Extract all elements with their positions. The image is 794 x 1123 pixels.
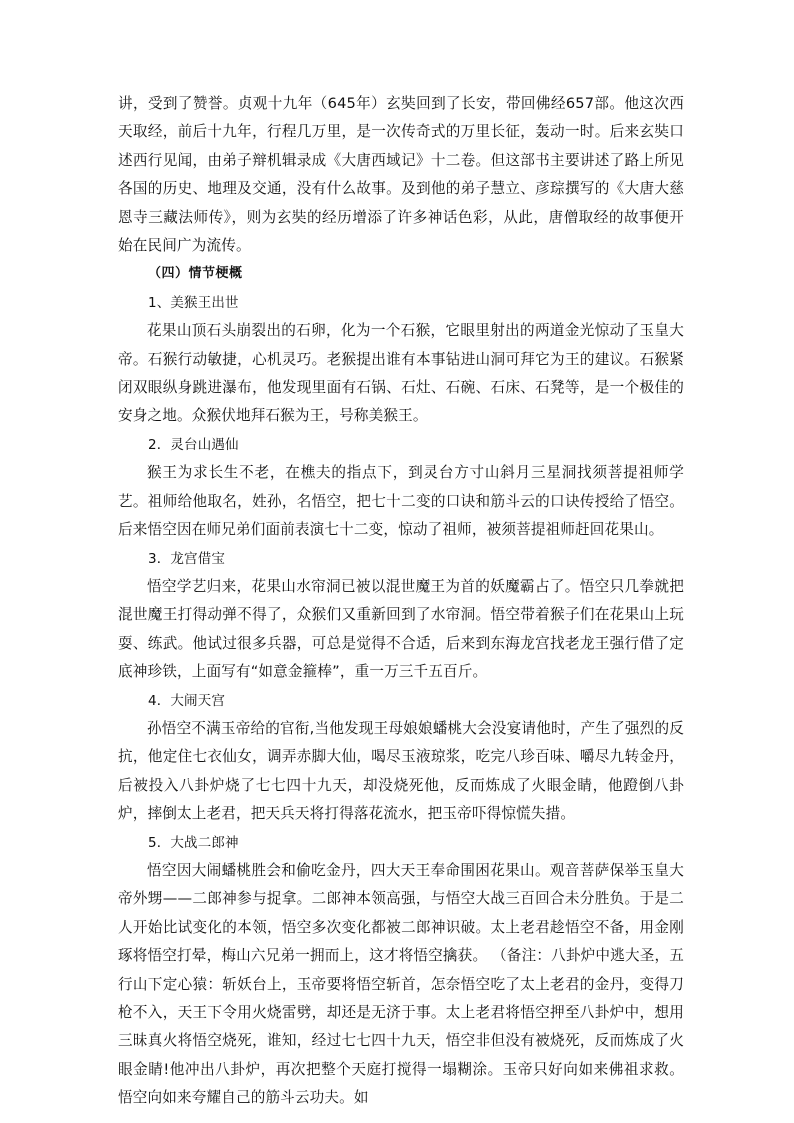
episode-title: 5．大战二郎神: [148, 834, 239, 851]
episode-title: 3．龙宫借宝: [148, 550, 225, 567]
section-heading: （四）情节梗概: [148, 266, 243, 282]
episode-title: 4．大闹天宫: [148, 692, 225, 709]
episode-title: 2．灵台山遇仙: [148, 436, 239, 453]
intro-paragraph: 讲，受到了赞誉。贞观十九年（645年）玄奘回到了长安，带回佛经657部。他这次西天取经，前后十九年，行程几万里，是一次传奇式的万里长征，轰动一时。后来玄奘口述西行见闻，由弟子辩机辑录成《大唐西域记》十二卷。但这部书主要讲述了路上所见各国的历史、地理及交通，没有什么故事。及到他的弟子慧立、彦琮撰写的《大唐大慈恩寺三藏法师传》，则为玄奘的经历增添了许多神话色彩，从此，唐僧取经的故事便开始在民间广为流传。: [118, 95, 684, 255]
episode-title: 1、美猴王出世: [148, 294, 239, 311]
episode-body: 悟空因大闹蟠桃胜会和偷吃金丹，四大天王奉命围困花果山。观音菩萨保举玉皇大帝外甥——二郎神参与捉拿。二郎神本领高强，与悟空大战三百回合未分胜负。于是二人开始比试变化的本领，悟空多次变化都被二郎神识破。太上老君趁悟空不备，用金刚琢将悟空打晕，梅山六兄弟一拥而上，这才将悟空擒获。 （备注：八卦炉中逃大圣，五行山下定心猿：斩妖台上，玉帝要将悟空斩首，怎奈悟空吃了太上老君的金丹，变得刀枪不入，天王下令用火烧雷劈，却还是无济于事。太上老君将悟空押至八卦炉中，想用三昧真火将悟空烧死，谁知，经过七七四十九天，悟空非但没有被烧死，反而炼成了火眼金睛!他冲出八卦炉，再次把整个天庭打搅得一塌糊涂。玉帝只好向如来佛祖求救。悟空向如来夸耀自己的筋斗云功夫。如: [118, 861, 684, 1107]
page-content: [118, 90, 684, 1113]
episode-body: 猴王为求长生不老，在樵夫的指点下，到灵台方寸山斜月三星洞找须菩提祖师学艺。祖师给他取名，姓孙，名悟空，把七十二变的口诀和筋斗云的口诀传授给了悟空。后来悟空因在师兄弟们面前表演七十二变，惊动了祖师，被须菩提祖师赶回花果山。: [118, 464, 684, 539]
episode-body: 花果山顶石头崩裂出的石卵，化为一个石猴，它眼里射出的两道金光惊动了玉皇大帝。石猴行动敏捷，心机灵巧。老猴提出谁有本事钻进山洞可拜它为王的建议。石猴紧闭双眼纵身跳进瀑布，他发现里面有石锅、石灶、石碗、石床、石凳等，是一个极佳的安身之地。众猴伏地拜石猴为王，号称美猴王。: [118, 322, 684, 425]
episode-body: 孙悟空不满玉帝给的官衔,当他发现王母娘娘蟠桃大会没宴请他时，产生了强烈的反抗，他定住七衣仙女，调弄赤脚大仙，喝尽玉液琼浆，吃完八珍百味、嚼尽九转金丹，后被投入八卦炉烧了七七四十九天，却没烧死他，反而炼成了火眼金睛，他蹬倒八卦炉，摔倒太上老君，把天兵天将打得落花流水，把玉帝吓得惊慌失措。: [118, 719, 684, 823]
episode-body: 悟空学艺归来，花果山水帘洞已被以混世魔王为首的妖魔霸占了。悟空只几拳就把混世魔王打得动弹不得了，众猴们又重新回到了水帘洞。悟空带着猴子们在花果山上玩耍、练武。他试过很多兵器，可总是觉得不合适，后来到东海龙宫找老龙王强行借了定底神珍铁，上面写有“如意金箍棒”，重一万三千五百斤。: [118, 577, 684, 681]
